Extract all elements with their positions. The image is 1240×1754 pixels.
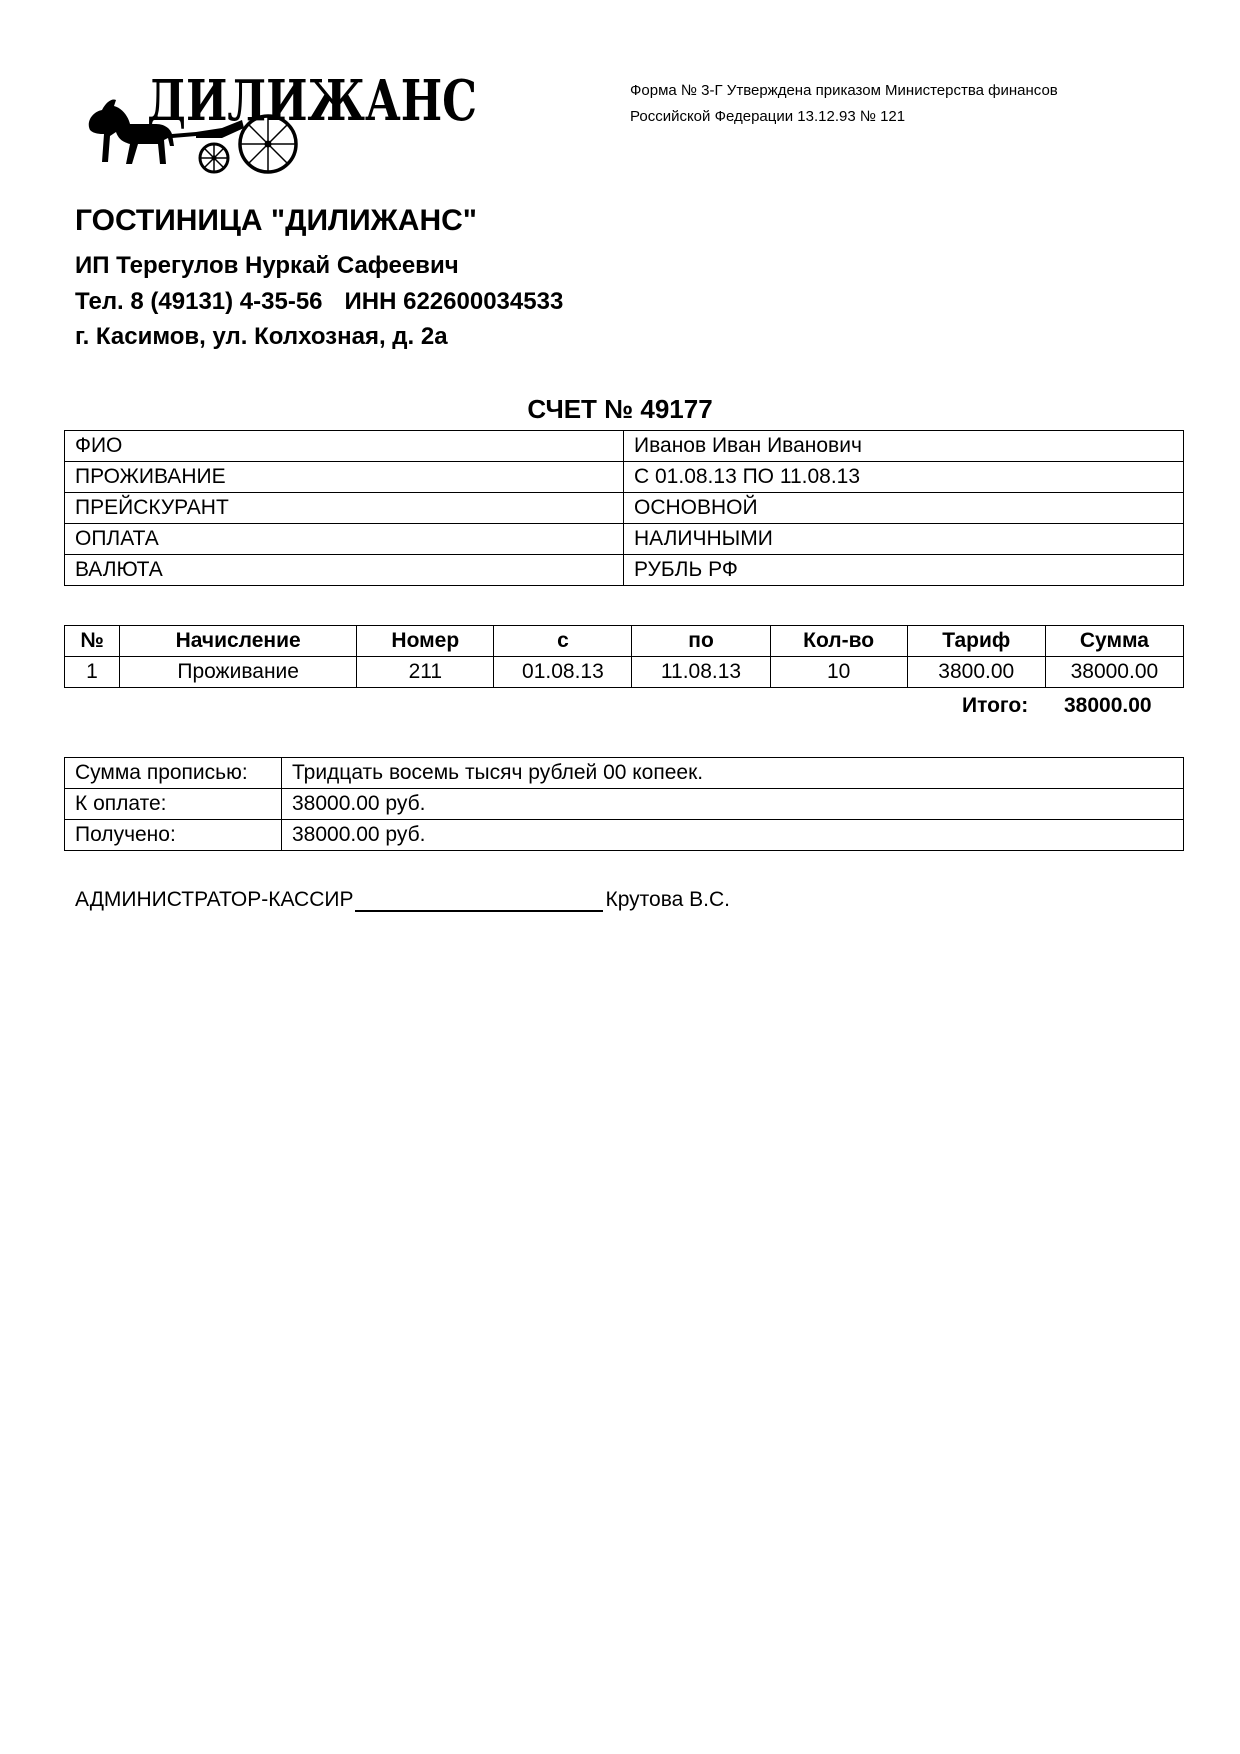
info-label: ФИО [65,431,624,462]
organization-name: ГОСТИНИЦА "ДИЛИЖАНС" [75,204,477,237]
total-label: Итого: [962,694,1029,717]
organization-phone: Тел. 8 (49131) 4-35-56 [75,288,323,315]
organization-contacts [75,288,563,316]
charges-header-row [65,626,1184,657]
column-header: Номер [357,626,494,657]
column-header: по [632,626,770,657]
payment-label: Сумма прописью: [65,758,282,789]
signature-name: Крутова В.С. [605,888,730,911]
payment-row [65,758,1184,789]
column-header: Тариф [907,626,1045,657]
table-cell: Проживание [120,657,357,688]
table-cell: 01.08.13 [494,657,632,688]
signature-line [355,888,603,912]
payment-table [64,757,1184,851]
info-row [65,431,1184,462]
column-header: Сумма [1045,626,1183,657]
organization-address: г. Касимов, ул. Колхозная, д. 2а [75,323,448,350]
form-note-line-2: Российской Федерации 13.12.93 № 121 [630,108,906,125]
info-label: ПРОЖИВАНИЕ [65,462,624,493]
payment-label: К оплате: [65,789,282,820]
column-header: № [65,626,120,657]
info-value: С 01.08.13 ПО 11.08.13 [624,462,1184,493]
form-note [630,78,1190,130]
payment-row [65,789,1184,820]
info-row [65,524,1184,555]
form-note-line-1: Форма № 3-Г Утверждена приказом Министерства финансов [630,82,1058,99]
table-cell: 1 [65,657,120,688]
column-header: Кол-во [770,626,907,657]
organization-inn: ИНН 622600034533 [344,288,564,315]
company-logo [72,68,522,182]
table-cell: 3800.00 [907,657,1045,688]
guest-info-table [64,430,1184,586]
column-header: с [494,626,632,657]
signature-role: АДМИНИСТРАТОР-КАССИР [75,888,354,911]
info-value: НАЛИЧНЫМИ [624,524,1184,555]
payment-row [65,820,1184,851]
table-cell: 211 [357,657,494,688]
total-value: 38000.00 [1064,694,1152,717]
column-header: Начисление [120,626,357,657]
info-row [65,493,1184,524]
table-cell: 38000.00 [1045,657,1183,688]
payment-value: 38000.00 руб. [282,820,1184,851]
logo-text: ДИЛИЖАНС [147,68,477,134]
info-label: ВАЛЮТА [65,555,624,586]
horse-carriage-icon [72,68,522,182]
payment-value: 38000.00 руб. [282,789,1184,820]
signature-block [75,888,730,912]
payment-value: Тридцать восемь тысяч рублей 00 копеек. [282,758,1184,789]
info-label: ОПЛАТА [65,524,624,555]
info-label: ПРЕЙСКУРАНТ [65,493,624,524]
info-row [65,462,1184,493]
organization-owner: ИП Терегулов Нуркай Сафеевич [75,252,459,279]
info-row [65,555,1184,586]
table-cell: 11.08.13 [632,657,770,688]
table-cell: 10 [770,657,907,688]
charges-table [64,625,1184,688]
invoice-title: СЧЕТ № 49177 [527,394,713,424]
info-value: Иванов Иван Иванович [624,431,1184,462]
payment-label: Получено: [65,820,282,851]
table-row [65,657,1184,688]
info-value: ОСНОВНОЙ [624,493,1184,524]
info-value: РУБЛЬ РФ [624,555,1184,586]
